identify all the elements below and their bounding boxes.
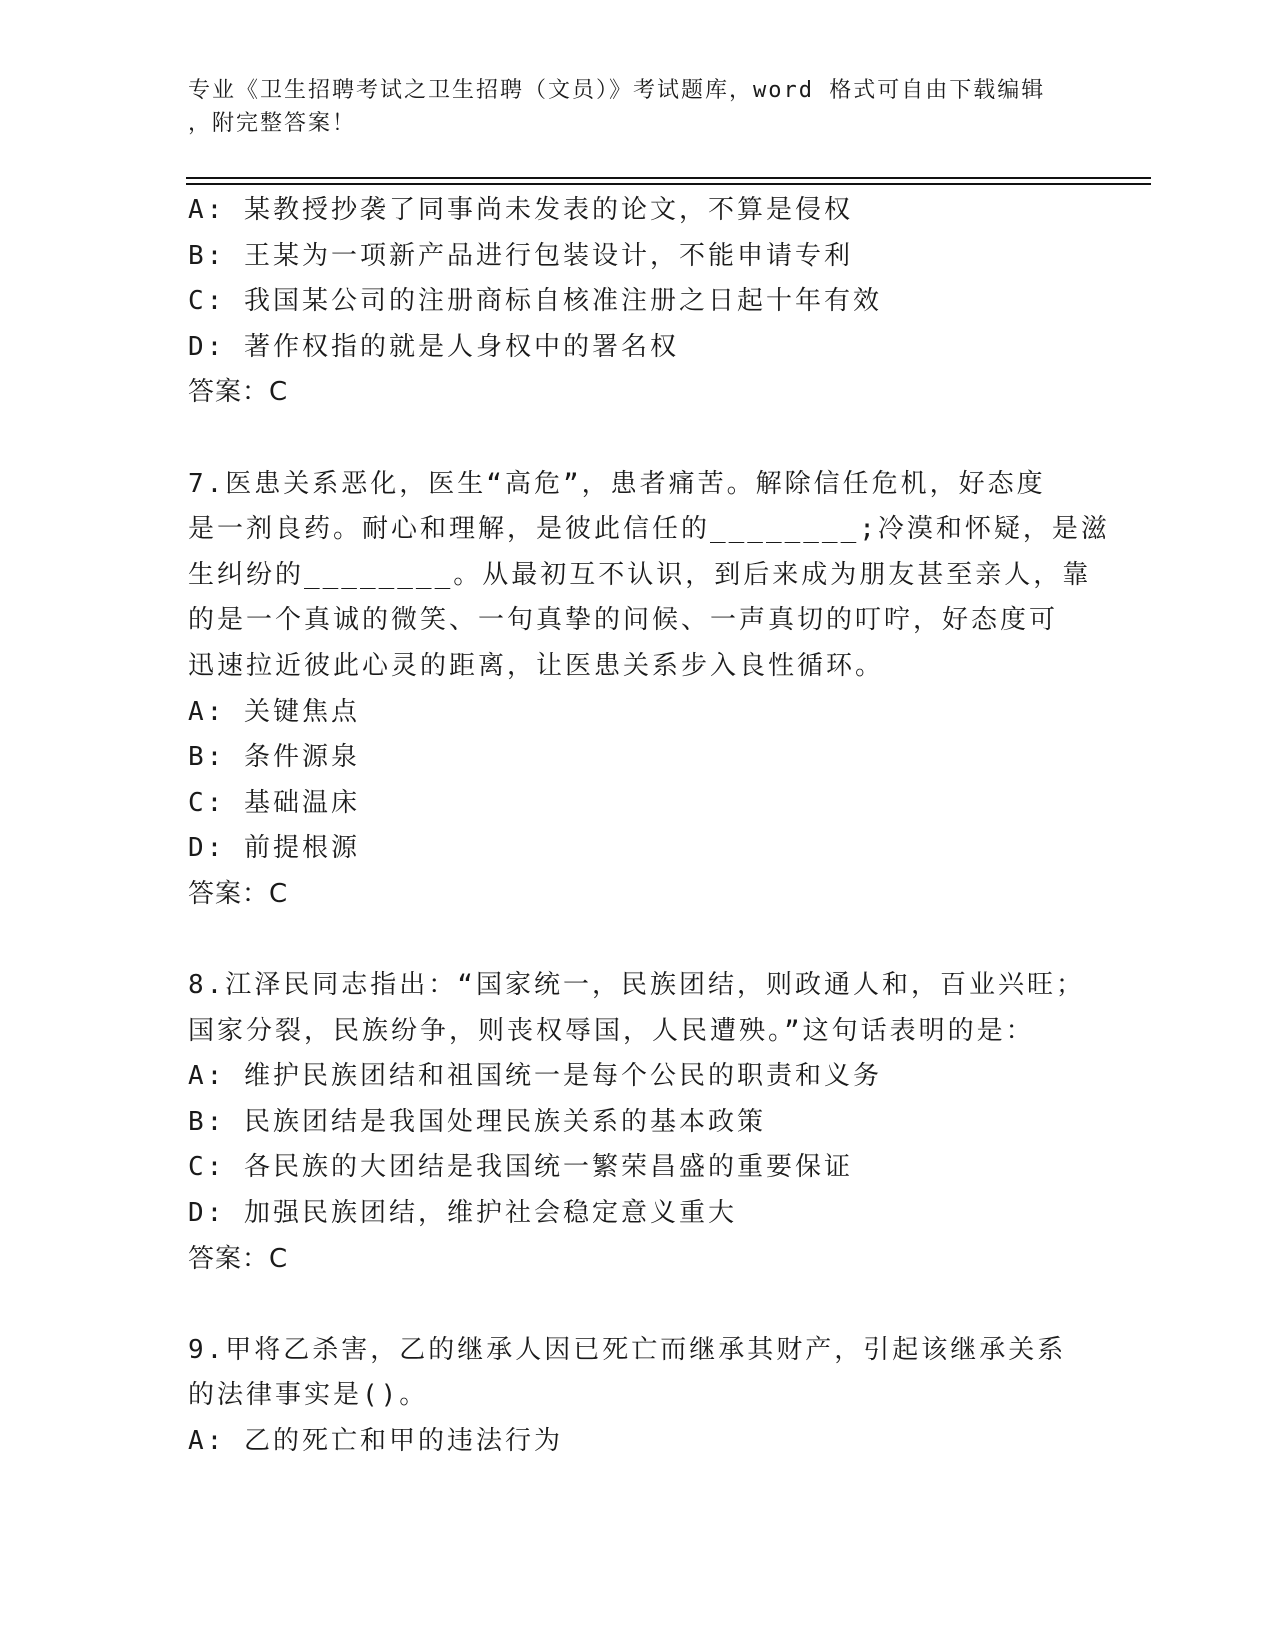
header-divider-top bbox=[186, 177, 1151, 179]
option-c: C: 我国某公司的注册商标自核准注册之日起十年有效 bbox=[188, 286, 882, 317]
spacer bbox=[188, 918, 1088, 964]
spacer bbox=[188, 416, 1088, 462]
header-line-1: 专业《卫生招聘考试之卫生招聘（文员）》考试题库，word 格式可自由下载编辑 bbox=[188, 78, 1046, 103]
option-c: C: 基础温床 bbox=[188, 787, 360, 818]
document-header bbox=[188, 74, 1068, 140]
option-d: D: 著作权指的就是人身权中的署名权 bbox=[188, 331, 679, 362]
option-d: D: 前提根源 bbox=[188, 833, 360, 864]
option-a: A: 维护民族团结和祖国统一是每个公民的职责和义务 bbox=[188, 1061, 882, 1092]
option-a: A: 乙的死亡和甲的违法行为 bbox=[188, 1426, 563, 1457]
option-b: B: 王某为一项新产品进行包装设计，不能申请专利 bbox=[188, 240, 853, 271]
option-a: A: 某教授抄袭了同事尚未发表的论文，不算是侵权 bbox=[188, 195, 853, 225]
question-stem-line: 8.江泽民同志指出：“国家统一，民族团结，则政通人和，百业兴旺； bbox=[188, 970, 1085, 1001]
question-7 bbox=[188, 462, 1110, 918]
header-line-2: ，附完整答案！ bbox=[188, 111, 357, 136]
question-stem-line: 国家分裂，民族纷争，则丧权辱国，人民遭殃。”这句话表明的是： bbox=[188, 1015, 1035, 1046]
question-stem-line: 的是一个真诚的微笑、一句真挚的问候、一声真切的叮咛，好态度可 bbox=[188, 605, 1059, 636]
answer-text: 答案：C bbox=[188, 1243, 289, 1274]
question-stem-line: 的法律事实是()。 bbox=[188, 1380, 429, 1411]
answer-text: 答案：C bbox=[188, 878, 289, 909]
option-b: B: 民族团结是我国处理民族关系的基本政策 bbox=[188, 1106, 766, 1137]
question-9 bbox=[188, 1328, 1088, 1465]
option-c: C: 各民族的大团结是我国统一繁荣昌盛的重要保证 bbox=[188, 1152, 853, 1183]
question-stem-line: 迅速拉近彼此心灵的距离，让医患关系步入良性循环。 bbox=[188, 650, 885, 681]
option-a: A: 关键焦点 bbox=[188, 696, 360, 727]
question-stem-line: 生纠纷的________。从最初互不认识，到后来成为朋友甚至亲人，靠 bbox=[188, 559, 1092, 590]
answer-text: 答案：C bbox=[188, 377, 289, 408]
option-b: B: 条件源泉 bbox=[188, 742, 360, 773]
question-stem-line: 是一剂良药。耐心和理解，是彼此信任的________;冷漠和怀疑，是滋 bbox=[188, 514, 1110, 545]
question-6 bbox=[188, 188, 1088, 416]
option-d: D: 加强民族团结，维护社会稳定意义重大 bbox=[188, 1198, 737, 1229]
spacer bbox=[188, 1282, 1088, 1328]
question-stem-line: 7.医患关系恶化，医生“高危”，患者痛苦。解除信任危机，好态度 bbox=[188, 468, 1046, 499]
question-8 bbox=[188, 963, 1088, 1282]
question-stem-line: 9.甲将乙杀害，乙的继承人因已死亡而继承其财产，引起该继承关系 bbox=[188, 1334, 1067, 1365]
question-list bbox=[188, 188, 1110, 1465]
header-divider-bottom bbox=[186, 183, 1151, 185]
